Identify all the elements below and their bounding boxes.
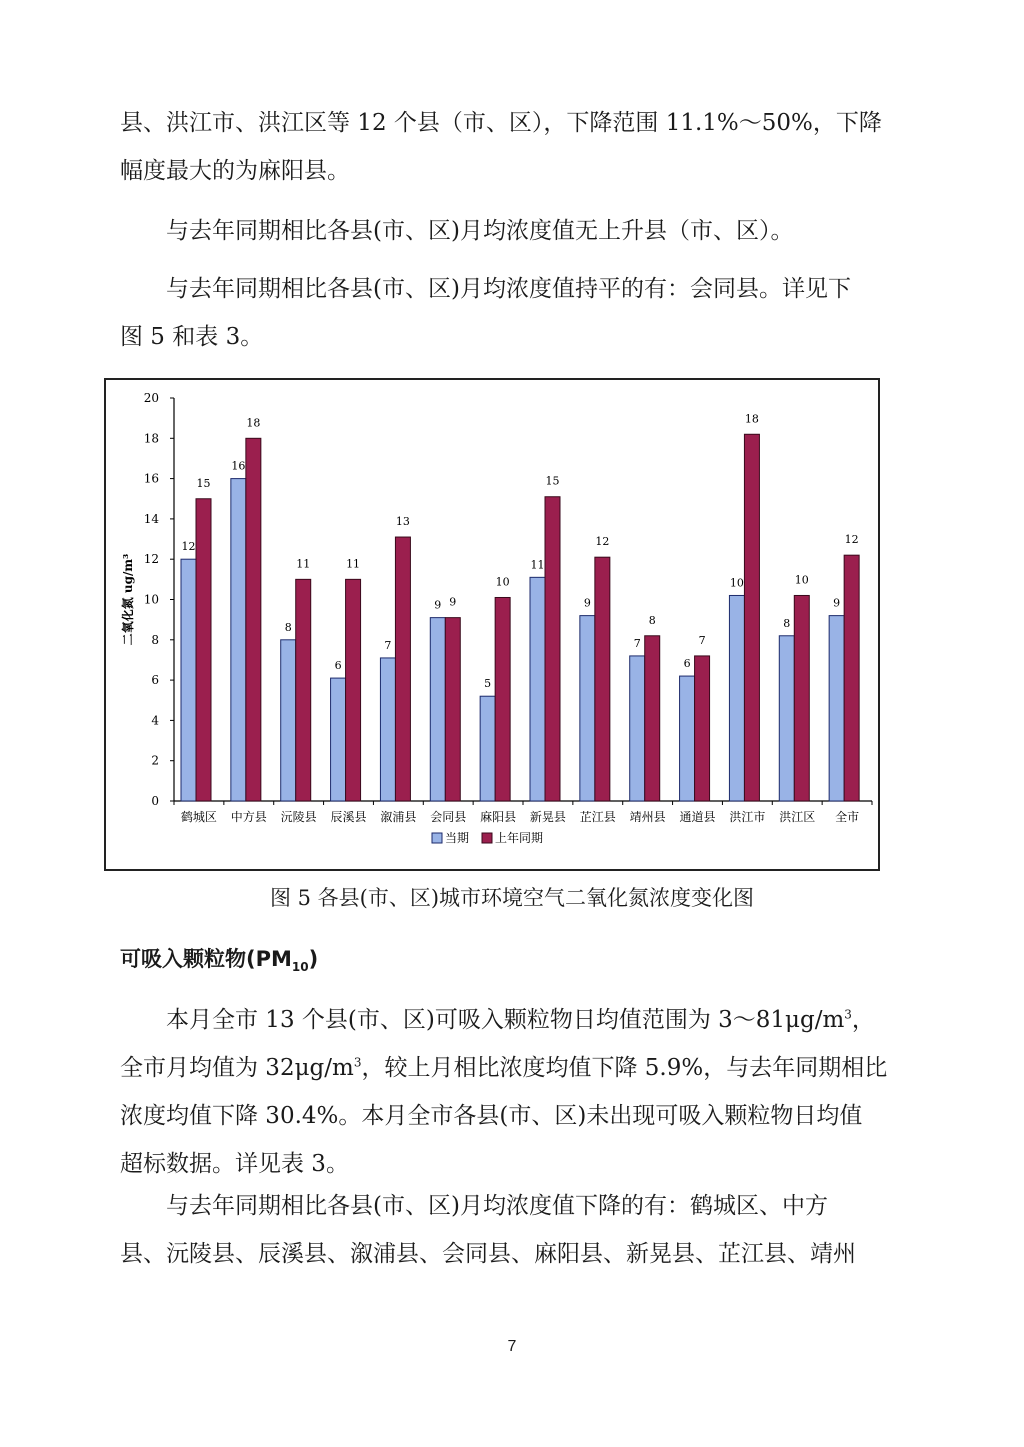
bar-current: [380, 658, 395, 801]
bar-last-year: [595, 557, 610, 801]
bar-last-year: [794, 595, 809, 801]
paragraph-line: 与去年同期相比各县(市、区)月均浓度值无上升县（市、区）。: [166, 218, 794, 244]
bar-current: [729, 595, 744, 801]
data-label-current: 10: [729, 576, 744, 590]
paragraph-line: 超标数据。详见表 3。: [120, 1151, 349, 1177]
data-label-current: 11: [530, 558, 545, 572]
data-label-last-year: 13: [395, 515, 410, 529]
category-label: 全市: [835, 810, 860, 824]
text-run: ，较上月相比浓度均值下降 5.9%，与去年同期相比: [361, 1055, 888, 1081]
data-label-current: 6: [683, 657, 691, 671]
y-tick-label: 8: [151, 632, 159, 647]
y-tick-label: 2: [151, 753, 159, 768]
legend-swatch-last-year: [482, 833, 492, 843]
page-number: 7: [507, 1338, 517, 1355]
data-label-current: 8: [783, 616, 791, 630]
data-label-last-year: 12: [595, 535, 610, 549]
bar-current: [829, 616, 844, 801]
text-run: 本月全市 13 个县(市、区)可吸入颗粒物日均值范围为 3～81μg/m: [166, 1007, 845, 1033]
category-label: 辰溪县: [330, 810, 367, 824]
category-label: 靖州县: [629, 810, 666, 824]
data-label-current: 16: [231, 459, 246, 473]
bar-last-year: [844, 555, 859, 801]
bar-current: [480, 696, 495, 801]
section-heading-text: 可吸入颗粒物(PM: [120, 947, 292, 971]
no2-chart-figure: [104, 378, 880, 871]
data-label-last-year: 10: [495, 575, 510, 589]
bar-current: [231, 479, 246, 801]
bar-last-year: [445, 618, 460, 801]
y-axis-title: 二氧化氮 ug/m³: [121, 553, 135, 646]
data-label-current: 6: [334, 659, 342, 673]
data-label-current: 9: [583, 596, 591, 610]
bar-last-year: [346, 579, 361, 801]
bar-last-year: [296, 579, 311, 801]
paragraph-5: [120, 1182, 910, 1278]
text-run: ，: [851, 1007, 875, 1033]
category-label: 会同县: [430, 810, 467, 824]
bar-current: [580, 616, 595, 801]
data-label-current: 7: [384, 638, 392, 652]
bar-current: [779, 636, 794, 801]
y-tick-label: 0: [151, 794, 159, 808]
category-label: 芷江县: [579, 810, 616, 824]
data-label-last-year: 12: [844, 533, 859, 547]
data-label-current: 8: [284, 620, 292, 634]
paragraph-line: [120, 1044, 910, 1092]
bar-current: [680, 676, 695, 801]
bar-last-year: [545, 497, 560, 801]
section-heading: [120, 942, 318, 984]
y-tick-label: 16: [143, 471, 159, 486]
section-heading-close: ): [308, 947, 319, 971]
data-label-current: 9: [434, 598, 442, 612]
paragraph-1: [120, 99, 910, 195]
bar-current: [281, 640, 296, 801]
data-label-last-year: 7: [698, 633, 706, 647]
bar-last-year: [246, 438, 261, 801]
category-label: 通道县: [679, 810, 716, 824]
figure-caption: 图 5 各县(市、区)城市环境空气二氧化氮浓度变化图: [269, 886, 755, 910]
paragraph-line: 与去年同期相比各县(市、区)月均浓度值持平的有：会同县。详见下: [166, 276, 851, 302]
y-tick-label: 14: [143, 511, 159, 526]
paragraph-2: [166, 207, 956, 255]
data-label-last-year: 8: [648, 613, 656, 627]
bar-current: [530, 577, 545, 801]
category-label: 中方县: [230, 810, 267, 824]
category-label: 沅陵县: [280, 810, 317, 824]
y-tick-label: 20: [143, 391, 159, 405]
data-label-last-year: 18: [246, 416, 261, 430]
category-label: 洪江区: [779, 810, 816, 824]
bar-current: [331, 678, 346, 801]
bar-current: [430, 618, 445, 801]
data-label-last-year: 10: [794, 573, 809, 587]
paragraph-line: [120, 996, 910, 1044]
bar-current: [181, 559, 196, 801]
bar-last-year: [196, 499, 211, 801]
paragraph-line: 县、沅陵县、辰溪县、溆浦县、会同县、麻阳县、新晃县、芷江县、靖州: [120, 1241, 856, 1267]
text-run: 全市月均值为 32μg/m: [120, 1055, 354, 1081]
paragraph-4: [120, 996, 910, 1188]
data-label-current: 7: [633, 636, 641, 650]
no2-bar-chart: [106, 380, 878, 869]
paragraph-line: 与去年同期相比各县(市、区)月均浓度值下降的有：鹤城区、中方: [166, 1193, 828, 1219]
y-tick-label: 6: [151, 673, 159, 688]
y-tick-label: 10: [143, 592, 159, 607]
superscript: 3: [844, 1007, 852, 1022]
category-label: 溆浦县: [380, 810, 417, 824]
bar-last-year: [744, 434, 759, 801]
legend-label-current: 当期: [445, 831, 470, 845]
data-label-last-year: 15: [196, 476, 211, 490]
y-tick-label: 12: [143, 552, 159, 567]
legend-swatch-current: [432, 833, 442, 843]
paragraph-line: 幅度最大的为麻阳县。: [120, 158, 350, 184]
data-label-current: 5: [484, 677, 492, 691]
category-label: 洪江市: [729, 810, 766, 824]
bar-current: [630, 656, 645, 801]
category-label: 麻阳县: [480, 810, 517, 824]
section-heading-subscript: 10: [291, 960, 309, 975]
data-label-current: 12: [181, 540, 196, 554]
data-label-last-year: 9: [449, 595, 457, 609]
paragraph-line: 县、洪江市、洪江区等 12 个县（市、区），下降范围 11.1%～50%，下降: [120, 110, 882, 136]
data-label-last-year: 11: [346, 557, 361, 571]
bar-last-year: [395, 537, 410, 801]
y-tick-label: 18: [143, 431, 159, 446]
superscript: 3: [353, 1055, 362, 1070]
category-label: 新晃县: [529, 810, 566, 824]
category-label: 鹤城区: [180, 810, 217, 824]
legend-label-last-year: 上年同期: [495, 831, 544, 845]
data-label-current: 9: [833, 596, 841, 610]
bar-last-year: [695, 656, 710, 801]
data-label-last-year: 11: [296, 557, 311, 571]
paragraph-3: [120, 265, 910, 361]
bar-last-year: [645, 636, 660, 801]
data-label-last-year: 18: [744, 412, 759, 426]
paragraph-line: 图 5 和表 3。: [120, 324, 264, 350]
data-label-last-year: 15: [545, 474, 560, 488]
paragraph-line: 浓度均值下降 30.4%。本月全市各县(市、区)未出现可吸入颗粒物日均值: [120, 1103, 863, 1129]
y-tick-label: 4: [151, 713, 159, 728]
bar-last-year: [495, 597, 510, 801]
